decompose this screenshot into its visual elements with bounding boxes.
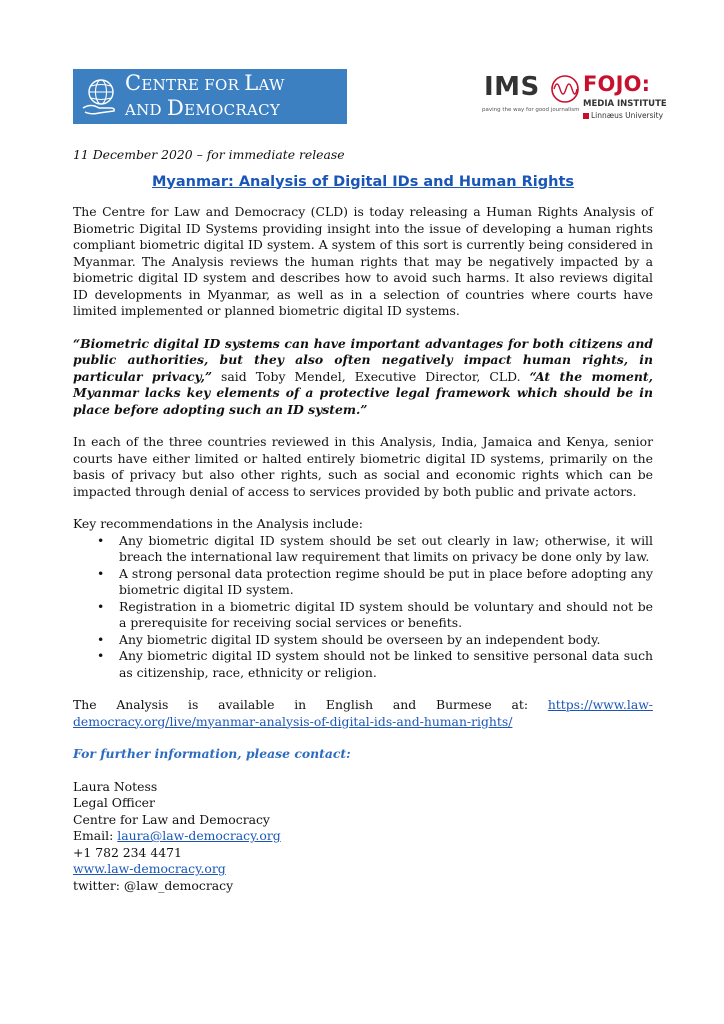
quote-part-2: “At the moment, Myanmar lacks key elements of a protective legal framework which should be in place before adopting such an ID system.” [73,368,653,417]
release-body [73,147,653,894]
bullet-icon: • [97,565,105,581]
analysis-link[interactable]: https://www.law-democracy.org/live/myanmar-analysis-of-digital-ids-and-human-rights/ [73,697,653,729]
fojo-logo-subtitle: MEDIA INSTITUTE [583,99,667,109]
contact-organization: Centre for Law and Democracy [73,811,270,827]
list-item: • Any biometric digital ID system should be set out clearly in law; otherwise, it will breach the international law requirement that limits on privacy be done only by law. [97,532,653,564]
list-item: • Registration in a biometric digital ID system should be voluntary and should not be a prerequisite for receiving social services or benefits. [97,598,653,630]
countries-paragraph: In each of the three countries reviewed in this Analysis, India, Jamaica and Kenya, senior courts have either limited or halted entirely biometric digital ID systems, primarily on the basis of privacy but also other rights, such as social and economic rights which can be impacted through denial of access to services provided by both public and private actors. [73,434,653,499]
waveform-icon [550,74,580,104]
list-item: • Any biometric digital ID system should not be linked to sensitive personal data such as citizenship, race, ethnicity or religion. [97,648,653,680]
contact-twitter: twitter: @law_democracy [73,877,234,893]
intro-paragraph: The Centre for Law and Democracy (CLD) is today releasing a Human Rights Analysis of Biometric Digital ID Systems providing insight into the issue of developing a human rights compliant biometric digital ID system. A system of this sort is currently being considered in Myanmar. The Analysis reviews the human rights that may be negatively impacted by a biometric digital ID system and describes how to avoid such harms. It also reviews digital ID developments in Myanmar, as well as in a selection of countries where courts have limited implemented or planned biometric digital ID systems. [73,204,653,318]
quote-part-1: “Biometric digital ID systems can have important advantages for both citizens and public authorities, but they also often negatively impact human rights, in particular privacy,” [73,335,653,384]
bullet-icon: • [97,598,105,614]
recommendations-list [73,533,653,682]
quote-attribution: said Toby Mendel, Executive Director, CLD. [212,368,530,384]
fojo-logo-word: FOJO: [583,72,651,96]
fojo-logo-university: Linnæus University [583,111,663,120]
bullet-icon: • [97,631,105,647]
website-link[interactable]: www.law-democracy.org [73,861,226,876]
cld-logo-line2: AND DEMOCRACY [125,95,281,120]
contact-website-line [73,861,653,878]
ims-tagline: paving the way for good journalism [482,107,580,113]
contact-block [73,779,653,895]
list-item: • Any biometric digital ID system should be overseen by an independent body. [97,631,601,647]
availability-paragraph: The Analysis is available in English and Burmese at: https://www.law-democracy.org/live/myanmar-analysis-of-digital-ids-and-human-rights/ [73,697,653,729]
contact-heading: For further information, please contact: [73,746,351,761]
recommendations-intro: Key recommendations in the Analysis include: [73,516,363,531]
globe-hand-icon [81,75,119,119]
list-item: • A strong personal data protection regime should be put in place before adopting any biometric digital ID system. [97,565,653,597]
page-title: Myanmar: Analysis of Digital IDs and Human Rights [151,173,575,190]
ims-logo-word: IMS [484,72,540,102]
quote-paragraph [73,336,653,419]
email-link[interactable]: laura@law-democracy.org [117,828,281,843]
bullet-icon: • [97,648,105,663]
contact-email-line: Email: laura@law-democracy.org [73,828,281,843]
red-square-icon [583,113,589,119]
contact-role: Legal Officer [73,795,155,810]
contact-name: Laura Notess [73,778,158,794]
dateline: 11 December 2020 – for immediate release [73,147,345,162]
contact-phone: +1 782 234 4471 [73,844,182,860]
cld-logo-line1: CENTRE FOR LAW [125,70,285,95]
cld-logo [73,69,347,124]
ims-fojo-logo [480,70,667,122]
bullet-icon: • [97,532,105,548]
